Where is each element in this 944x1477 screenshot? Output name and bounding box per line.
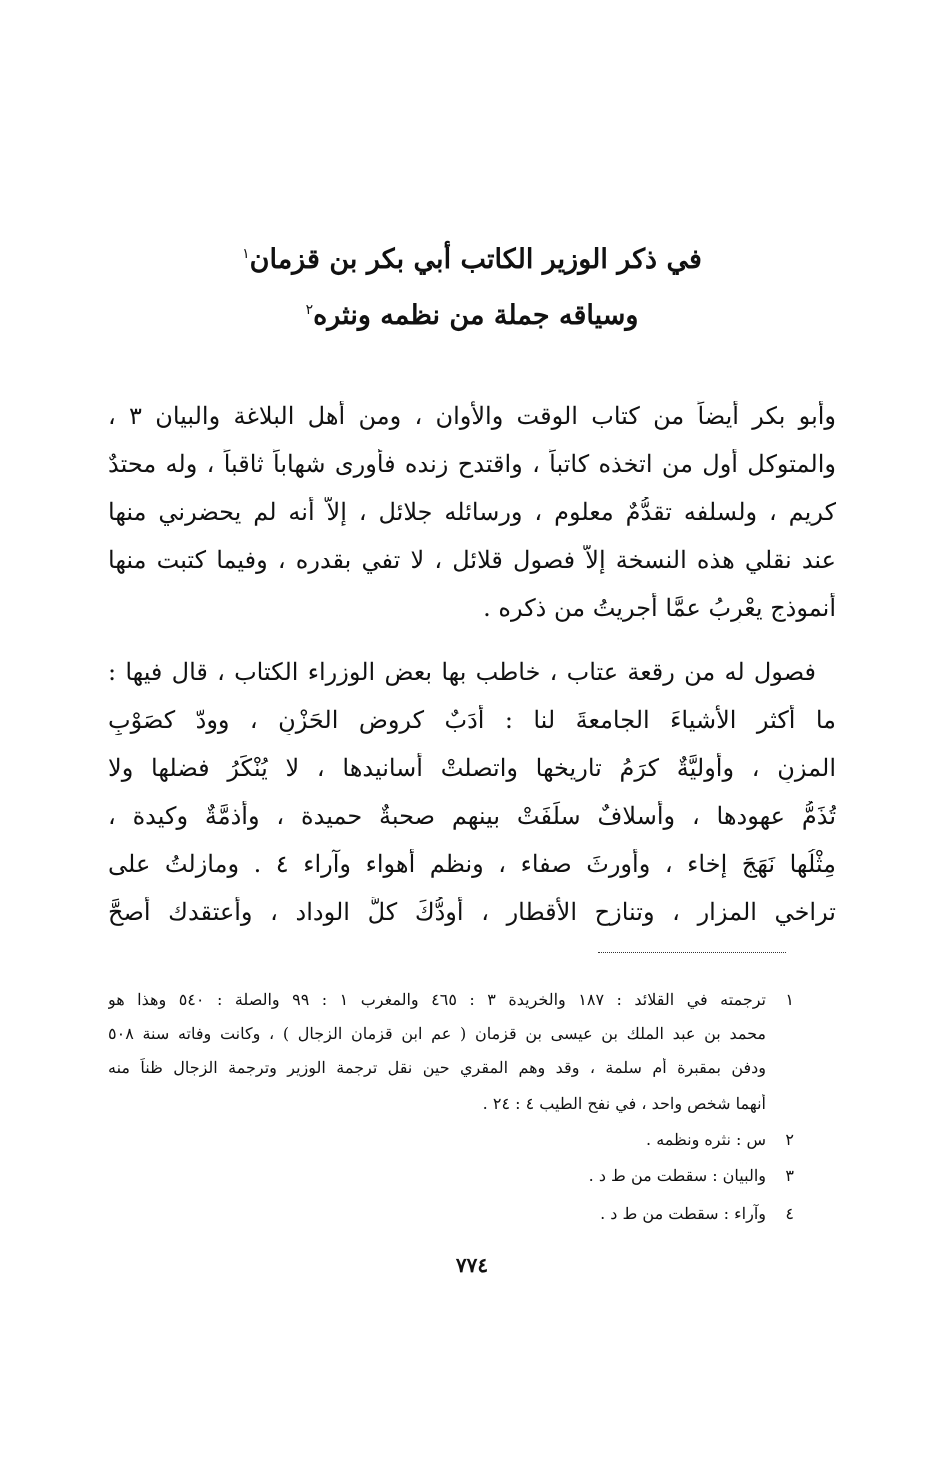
footnote-3-line-1: والبيان : سقطت من ط د . — [588, 1166, 766, 1185]
chapter-title-text: في ذكر الوزير الكاتب أبي بكر بن قزمان — [249, 244, 702, 275]
chapter-subtitle-text: وسياقه جملة من نظمه ونثره — [313, 300, 639, 331]
page-number: ٧٧٤ — [455, 1253, 489, 1277]
paragraph-2-line-4: تُذَمُّ عهودها ، وأسلافٌ سلَفَتْ بينهم صحبةٌ حميدة ، وأذمَّةٌ وكيدة ، — [108, 802, 836, 830]
paragraph-2-line-5: مِثْلُها نَهَجَ إخاء ، وأورثَ صفاء ، ونظم أهواء وآراء ٤ . ومازلتُ على — [108, 850, 836, 878]
paragraph-1-line-1: وأبو بكر أيضاً من كتاب الوقت والأوان ، ومن أهل البلاغة والبيان ٣ ، — [108, 402, 836, 430]
paragraph-1-line-2: والمتوكل أول من اتخذه كاتباً ، واقتدح زنده فأورى شهاباً ثاقباً ، وله محتدٌ — [108, 450, 836, 478]
footnote-1-line-2: محمد بن عبد الملك بن عيسى بن قزمان ( عم ابن قزمان الزجال ) ، وكانت وفاته سنة ٥٠٨ — [108, 1024, 766, 1043]
footnote-ref-2: ٢ — [305, 302, 314, 318]
paragraph-1-line-5: أنموذج يعْرِبُ عمَّا أجريتُ من ذكره . — [483, 594, 836, 622]
paragraph-1-line-4: عند نقلي هذه النسخة إلاَّ فصول قلائل ، لا تفي بقدره ، وفيما كتبت منها — [108, 546, 836, 574]
footnote-1-line-1: ترجمته في القلائد : ١٨٧ والخريدة ٣ : ٤٦٥ والمغرب ١ : ٩٩ والصلة : ٥٤٠ وهذا هو — [108, 990, 766, 1009]
footnote-separator — [598, 952, 786, 953]
footnote-2-line-1: س : نثره ونظمه . — [646, 1130, 766, 1149]
footnote-4-number: ٤ — [785, 1204, 794, 1223]
chapter-title-line-2 — [0, 300, 944, 332]
paragraph-2-line-2: ما أكثر الأشياءَ الجامعةَ لنا : أدَبٌ كروض الحَزْنِ ، وودّ كصَوْبِ — [108, 706, 836, 734]
footnote-ref-1: ١ — [242, 246, 250, 262]
footnote-1-number: ١ — [785, 990, 794, 1009]
paragraph-2-line-3: المزنِ ، وأوليَّةٌ كرَمُ تاريخها واتصلتْ أسانيدها ، لا يُنْكَرُ فضلها ولا — [108, 754, 836, 782]
paragraph-2-line-1: فصول له من رقعة عتاب ، خاطب بها بعض الوزراء الكتاب ، قال فيها : — [108, 658, 816, 686]
paragraph-1-line-3: كريم ، ولسلفه تقدُّمٌ معلوم ، ورسائله جلائل ، إلاَّ أنه لم يحضرني منها — [108, 498, 836, 526]
chapter-title-line-1 — [0, 244, 944, 276]
footnote-2-number: ٢ — [785, 1130, 794, 1149]
footnote-1-line-4: أنهما شخص واحد ، في نفح الطيب ٤ : ٢٤ . — [482, 1094, 766, 1113]
footnote-1-line-3: ودفن بمقبرة أم سلمة ، وقد وهم المقري حين نقل ترجمة الوزير وترجمة الزجال ظناً منه — [108, 1058, 766, 1077]
footnote-4-line-1: وآراء : سقطت من ط د . — [600, 1204, 766, 1223]
footnote-3-number: ٣ — [785, 1166, 794, 1185]
paragraph-2-line-6: تراخي المزار ، وتنازح الأقطار ، أودُّكَ كلَّ الوداد ، وأعتقدك أصحَّ — [108, 898, 836, 926]
